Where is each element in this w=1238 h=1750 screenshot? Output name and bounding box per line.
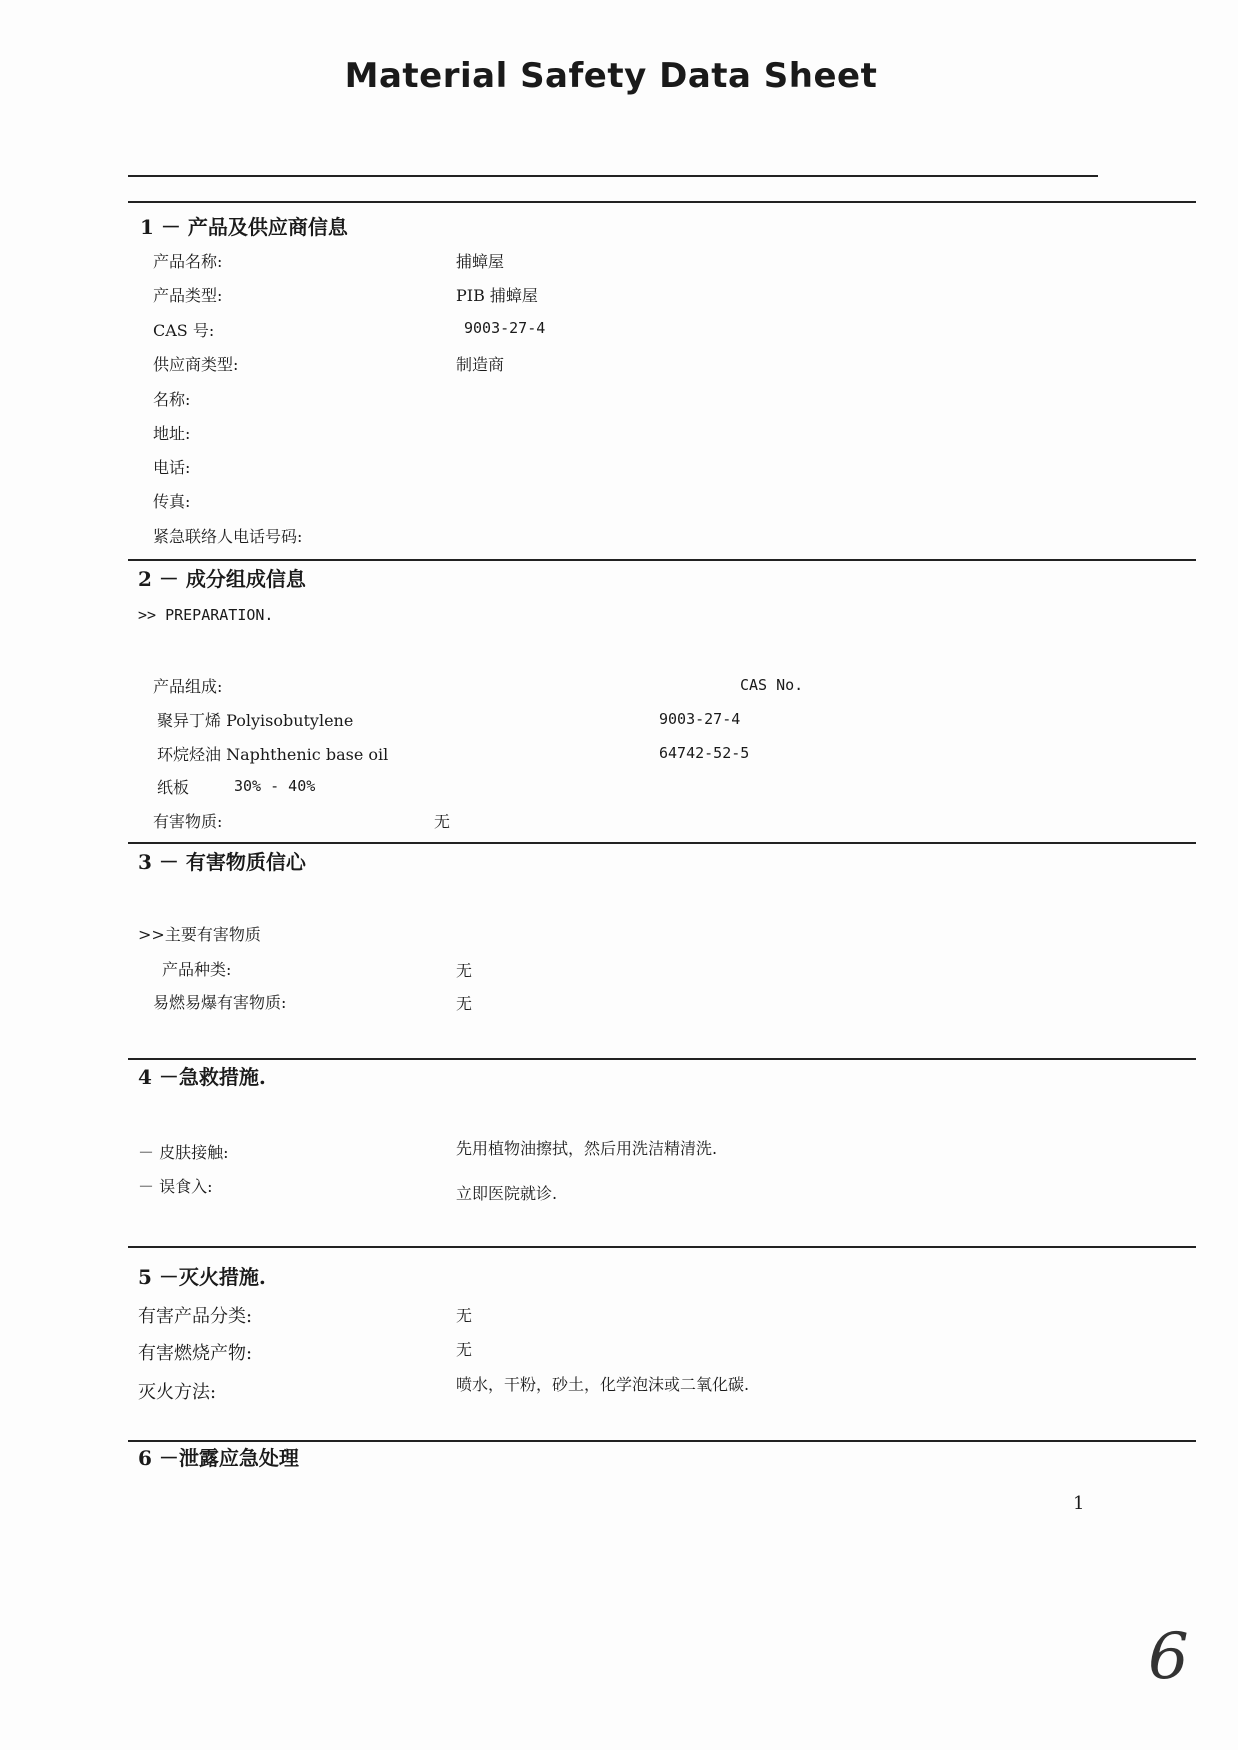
s3-subheading: >>主要有害物质 (138, 925, 261, 944)
s5-label-extinguishing-method: 灭火方法: (138, 1382, 217, 1403)
s3-label-product-category: 产品种类: (162, 960, 232, 979)
s1-label-name: 名称: (153, 390, 191, 409)
s2-composition-label: 产品组成: (153, 677, 223, 696)
s3-value-flammable: 无 (456, 994, 473, 1013)
s4-label-ingestion: － 误食入: (138, 1177, 213, 1196)
top-rule-2 (128, 201, 1196, 203)
s1-label-emergency-phone: 紧急联络人电话号码: (153, 527, 303, 546)
s1-value-product-type: PIB 捕蟑屋 (456, 286, 538, 305)
s1-label-product-name: 产品名称: (153, 252, 223, 271)
s1-label-supplier-type: 供应商类型: (153, 355, 239, 374)
s1-value-product-name: 捕蟑屋 (456, 252, 505, 271)
s4-value-skin-contact: 先用植物油擦拭，然后用洗洁精清洗. (456, 1139, 718, 1158)
s1-label-fax: 传真: (153, 492, 191, 511)
s2-paperboard-label: 纸板 (157, 778, 190, 797)
s2-paperboard-value: 30% - 40% (234, 777, 316, 795)
section-3-heading: 3 － 有害物质信心 (138, 850, 306, 874)
s1-value-cas: 9003-27-4 (464, 319, 546, 337)
rule-after-section-4 (128, 1246, 1196, 1248)
s2-component-1-cas: 9003-27-4 (659, 710, 741, 728)
s2-preparation: >> PREPARATION. (138, 606, 274, 624)
section-6-heading: 6 －泄露应急处理 (138, 1446, 299, 1470)
s4-value-ingestion: 立即医院就诊. (456, 1184, 558, 1203)
s2-hazard-label: 有害物质: (153, 812, 223, 831)
s2-cas-header: CAS No. (740, 676, 804, 694)
page-number: 1 (1073, 1493, 1085, 1514)
section-1-heading: 1 － 产品及供应商信息 (140, 215, 348, 239)
s2-component-1-name: 聚异丁烯 Polyisobutylene (157, 711, 354, 730)
s5-label-combustion-products: 有害燃烧产物: (138, 1343, 253, 1364)
section-4-heading: 4 －急救措施. (138, 1065, 266, 1089)
s4-label-skin-contact: － 皮肤接触: (138, 1143, 229, 1162)
rule-after-section-2 (128, 842, 1196, 844)
rule-after-section-3 (128, 1058, 1196, 1060)
document-title: Material Safety Data Sheet (344, 56, 878, 96)
s5-label-classification: 有害产品分类: (138, 1306, 253, 1327)
s1-value-supplier-type: 制造商 (456, 355, 505, 374)
s5-value-combustion-products: 无 (456, 1340, 473, 1359)
section-2-heading: 2 － 成分组成信息 (138, 567, 306, 591)
s1-label-phone: 电话: (153, 458, 191, 477)
s2-hazard-value: 无 (434, 812, 451, 831)
s5-value-classification: 无 (456, 1306, 473, 1325)
s5-value-extinguishing-method: 喷水，干粉，砂土，化学泡沫或二氧化碳. (456, 1375, 750, 1394)
rule-after-section-1 (128, 559, 1196, 561)
handwritten-page-mark: 6 (1148, 1620, 1189, 1694)
s1-label-cas: CAS 号: (153, 321, 215, 340)
top-rule-1 (128, 175, 1098, 177)
s1-label-product-type: 产品类型: (153, 286, 223, 305)
section-5-heading: 5 －灭火措施. (138, 1265, 266, 1289)
s2-component-2-name: 环烷烃油 Naphthenic base oil (157, 745, 389, 764)
s3-label-flammable: 易燃易爆有害物质: (153, 993, 287, 1012)
s3-value-product-category: 无 (456, 961, 473, 980)
s1-label-address: 地址: (153, 424, 191, 443)
s2-component-2-cas: 64742-52-5 (659, 744, 750, 762)
